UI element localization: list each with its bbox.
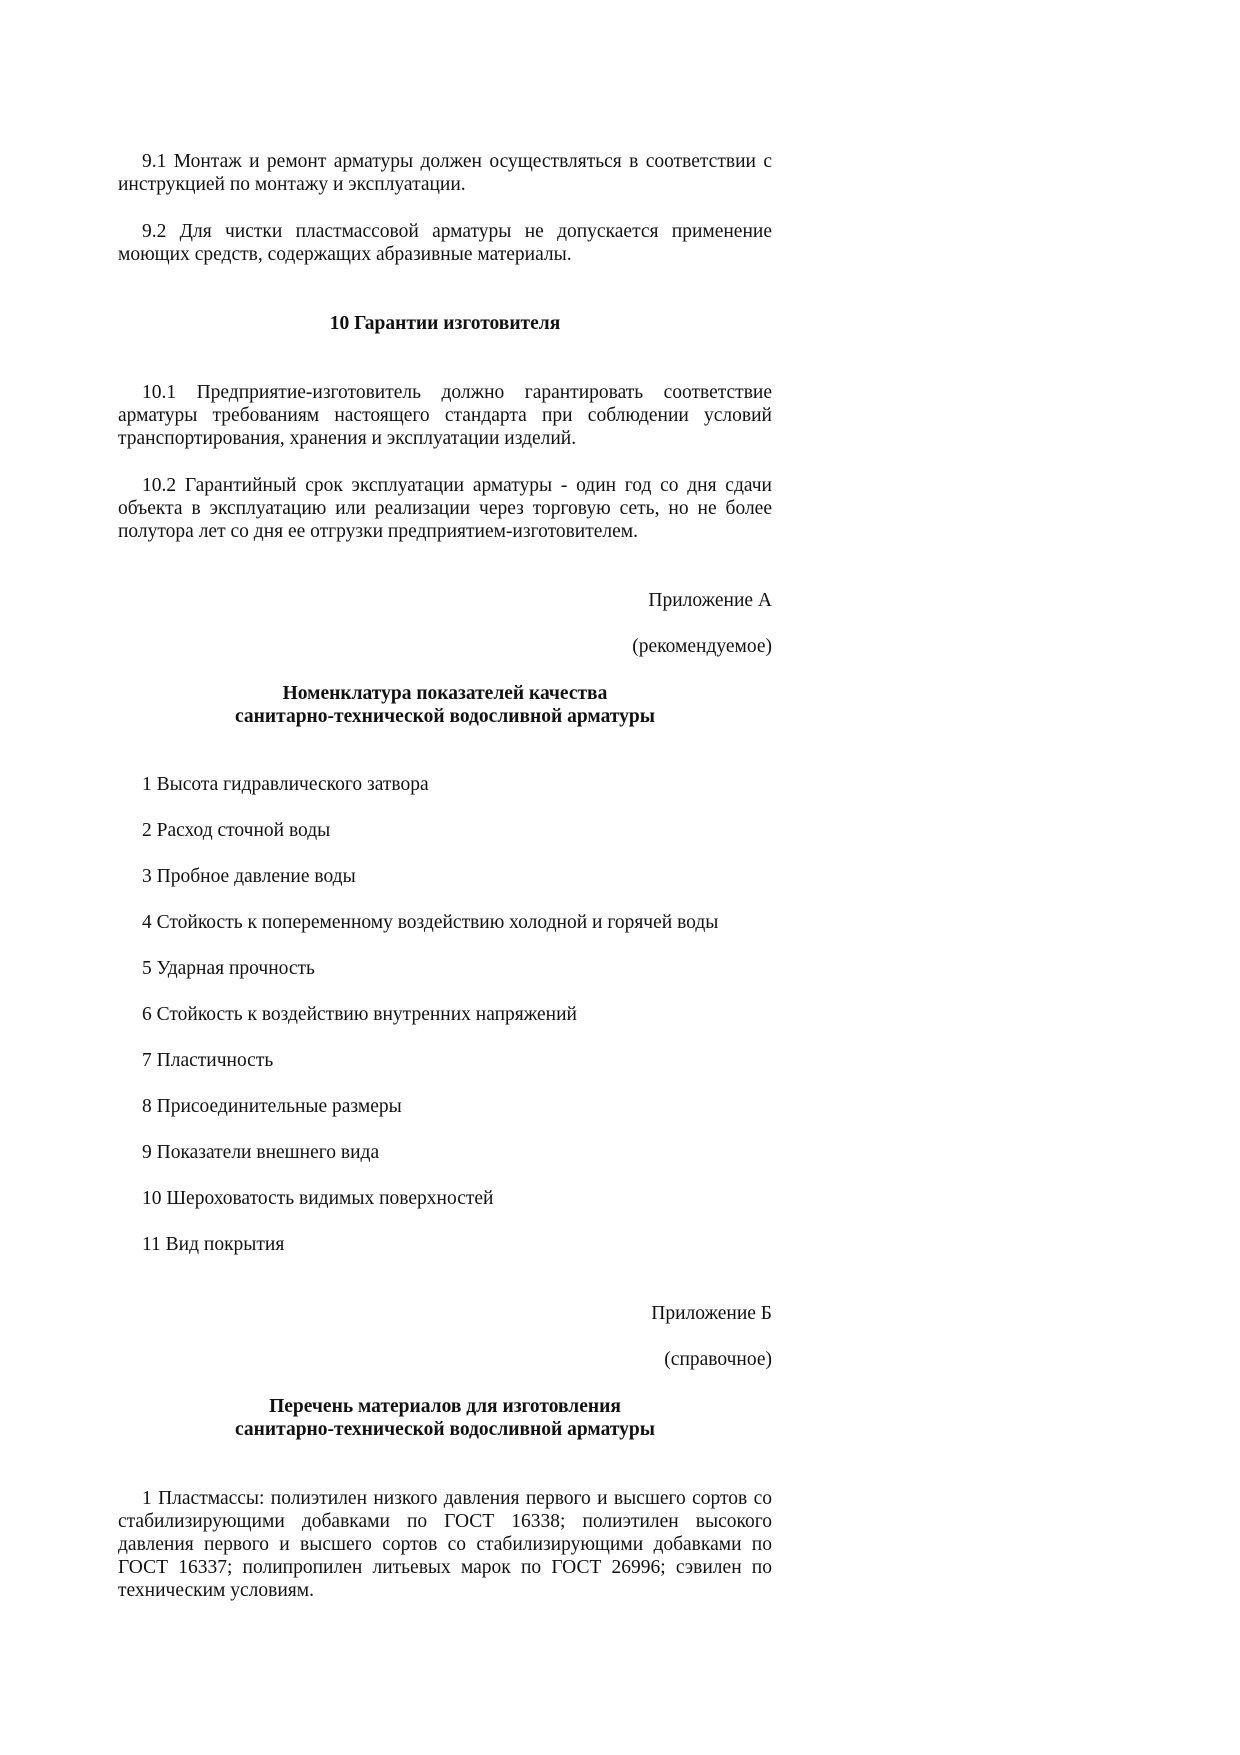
quality-indicator-item: 6 Стойкость к воздействию внутренних напряжений [142,1004,577,1025]
paragraph-9-2: 9.2 Для чистки пластмассовой арматуры не допускается применение моющих средств, содержащих абразивные материалы. [118,221,772,265]
appendix-b-title-line1: Перечень материалов для изготовления [269,1396,621,1417]
appendix-a-label: Приложение А [648,590,772,611]
appendix-b-title-line2: санитарно-технической водосливной арматуры [235,1419,655,1440]
quality-indicator-item: 10 Шероховатость видимых поверхностей [142,1188,494,1209]
section-10-heading: 10 Гарантии изготовителя [329,313,561,334]
quality-indicator-item: 4 Стойкость к попеременному воздействию холодной и горячей воды [142,912,719,933]
appendix-a-title-line1: Номенклатура показателей качества [282,683,608,704]
quality-indicator-item: 9 Показатели внешнего вида [142,1142,380,1163]
quality-indicator-item: 5 Ударная прочность [142,958,315,979]
paragraph-9-1: 9.1 Монтаж и ремонт арматуры должен осуществляться в соответствии с инструкцией по монтажу и эксплуатации. [118,151,772,195]
appendix-b-status: (справочное) [664,1349,772,1370]
quality-indicator-item: 1 Высота гидравлического затвора [142,774,429,795]
paragraph-10-2: 10.2 Гарантийный срок эксплуатации арматуры - один год со дня сдачи объекта в эксплуатацию или реализации через торговую сеть, но не более полутора лет со дня ее отгрузки предприятием-изготовителем. [118,475,772,542]
quality-indicator-item: 3 Пробное давление воды [142,866,356,887]
quality-indicator-item: 7 Пластичность [142,1050,274,1071]
paragraph-10-1: 10.1 Предприятие-изготовитель должно гарантировать соответствие арматуры требованиям настоящего стандарта при соблюдении условий транспортирования, хранения и эксплуатации изделий. [118,382,772,449]
materials-paragraph-1: 1 Пластмассы: полиэтилен низкого давления первого и высшего сортов со стабилизирующими добавками по ГОСТ 16338; полиэтилен высокого давления первого и высшего сортов со стабилизирующими добавками по ГОСТ 16337; полипропилен литьевых марок по ГОСТ 26996; сэвилен по техническим условиям. [118,1488,772,1601]
appendix-a-status: (рекомендуемое) [632,636,772,657]
quality-indicator-item: 8 Присоединительные размеры [142,1096,402,1117]
quality-indicator-item: 11 Вид покрытия [142,1234,285,1255]
appendix-a-title-line2: санитарно-технической водосливной арматуры [235,706,655,727]
appendix-b-label: Приложение Б [651,1303,772,1324]
quality-indicator-item: 2 Расход сточной воды [142,820,331,841]
